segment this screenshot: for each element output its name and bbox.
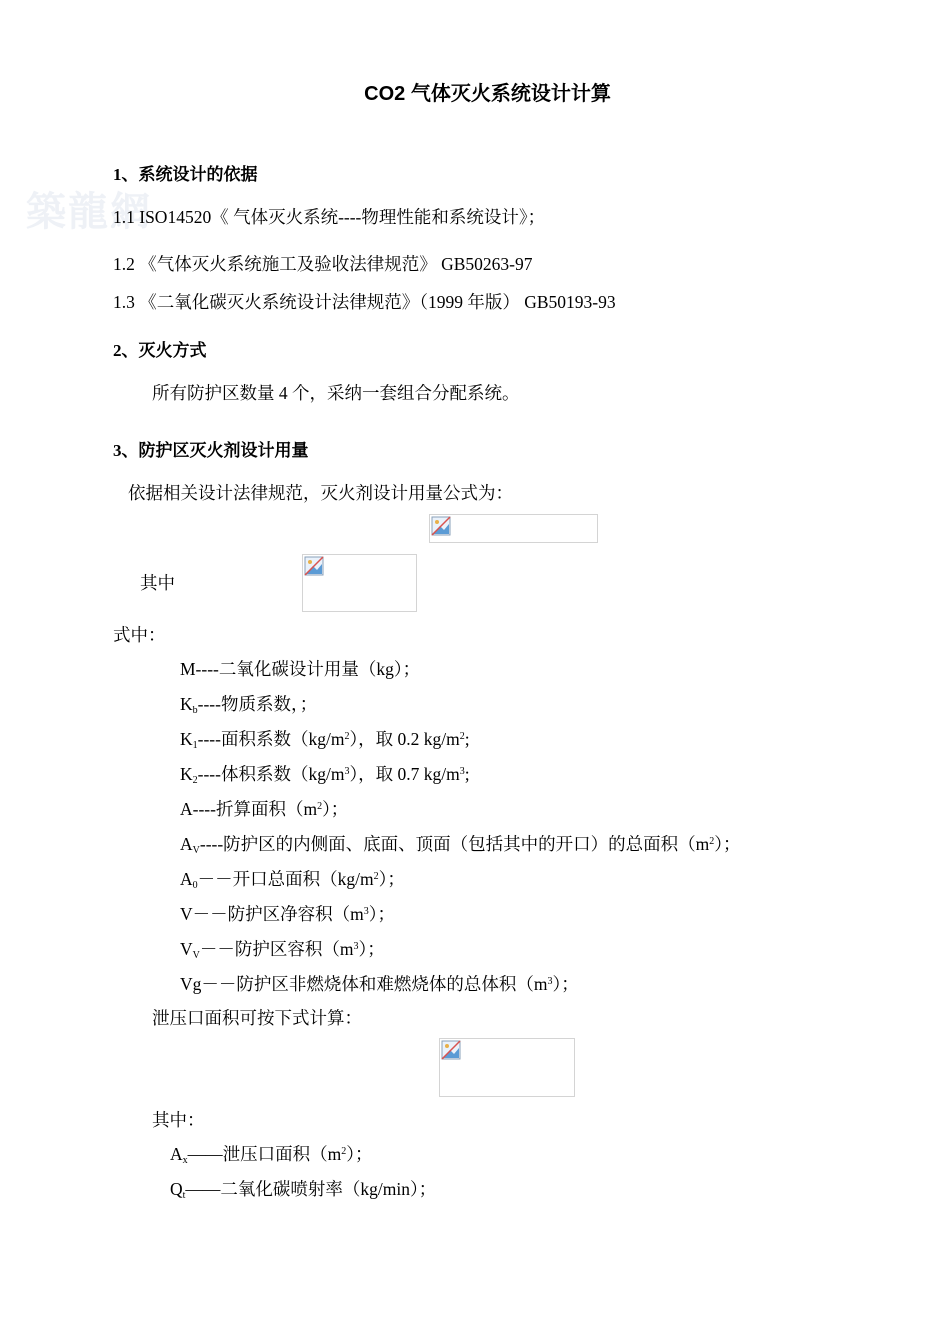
broken-image-icon (430, 515, 452, 537)
def-av: $A_V----$防护区的内侧面、底面、顶面（包括其中的开口）的总面积$(m^2)$； (180, 834, 741, 856)
formula-label: 式中： (113, 625, 166, 645)
broken-image-icon (440, 1039, 462, 1061)
relief-intro: 泄压口面积可按下式计算： (152, 1008, 362, 1028)
section2-heading: 2、灭火方式 (113, 341, 207, 360)
section3-intro: 依据相关设计法律规范，灭火剂设计用量公式为： (128, 483, 513, 503)
def-k1: $K_1----$面积系数$(kg/m^2)$，取 0.2 $kg/m^2$; (180, 729, 470, 751)
section1-heading: 1、系统设计的依据 (113, 165, 258, 184)
def-kb: $K_b----$物质系数，； (180, 694, 318, 716)
where-label: 其中 (140, 573, 175, 593)
formula-image (439, 1038, 575, 1097)
def-v: V－－防护区净容积$(m^3)$； (180, 904, 395, 924)
def-k2: $K_2----$体积系数$(kg/m^3)$，取 0.7 $kg/m^3$; (180, 764, 470, 786)
section3-heading: 3、防护区灭火剂设计用量 (113, 441, 309, 460)
def-vv: $V_V--$防护区容积$(m^3)$； (180, 939, 385, 961)
reference-item: 1.2 《气体灭火系统施工及验收法律规范》 GB50263-97 (113, 254, 533, 274)
watermark: 築龍網 (26, 188, 152, 235)
def-m: M----二氧化碳设计用量（kg）； (180, 659, 421, 679)
def-ax: $A_x——$泄压口面积$(m^2)$； (170, 1144, 373, 1166)
broken-image-icon (303, 555, 325, 577)
section2-body: 所有防护区数量 4 个，采纳一套组合分配系统。 (152, 383, 520, 403)
def-area: A----折算面积$(m^2)$； (180, 799, 349, 819)
page-title: CO2 气体灭火系统设计计算 (364, 83, 611, 105)
relief-where-label: 其中： (152, 1110, 205, 1130)
reference-item: 1.1 ISO14520《 气体灭火系统----物理性能和系统设计》； (113, 207, 546, 227)
formula-image (302, 554, 417, 612)
def-vg: Vg－－防护区非燃烧体和难燃烧体的总体积$(m^3)$； (180, 974, 579, 994)
def-qt: $Q_t——$二氧化碳喷射率（kg/min）； (170, 1179, 437, 1201)
def-a0: $A_0--$开口总面积$(kg/m^2)$； (180, 869, 405, 891)
reference-item: 1.3 《二氧化碳灭火系统设计法律规范》（1999 年版） GB50193-93 (113, 292, 616, 312)
formula-image (429, 514, 598, 543)
